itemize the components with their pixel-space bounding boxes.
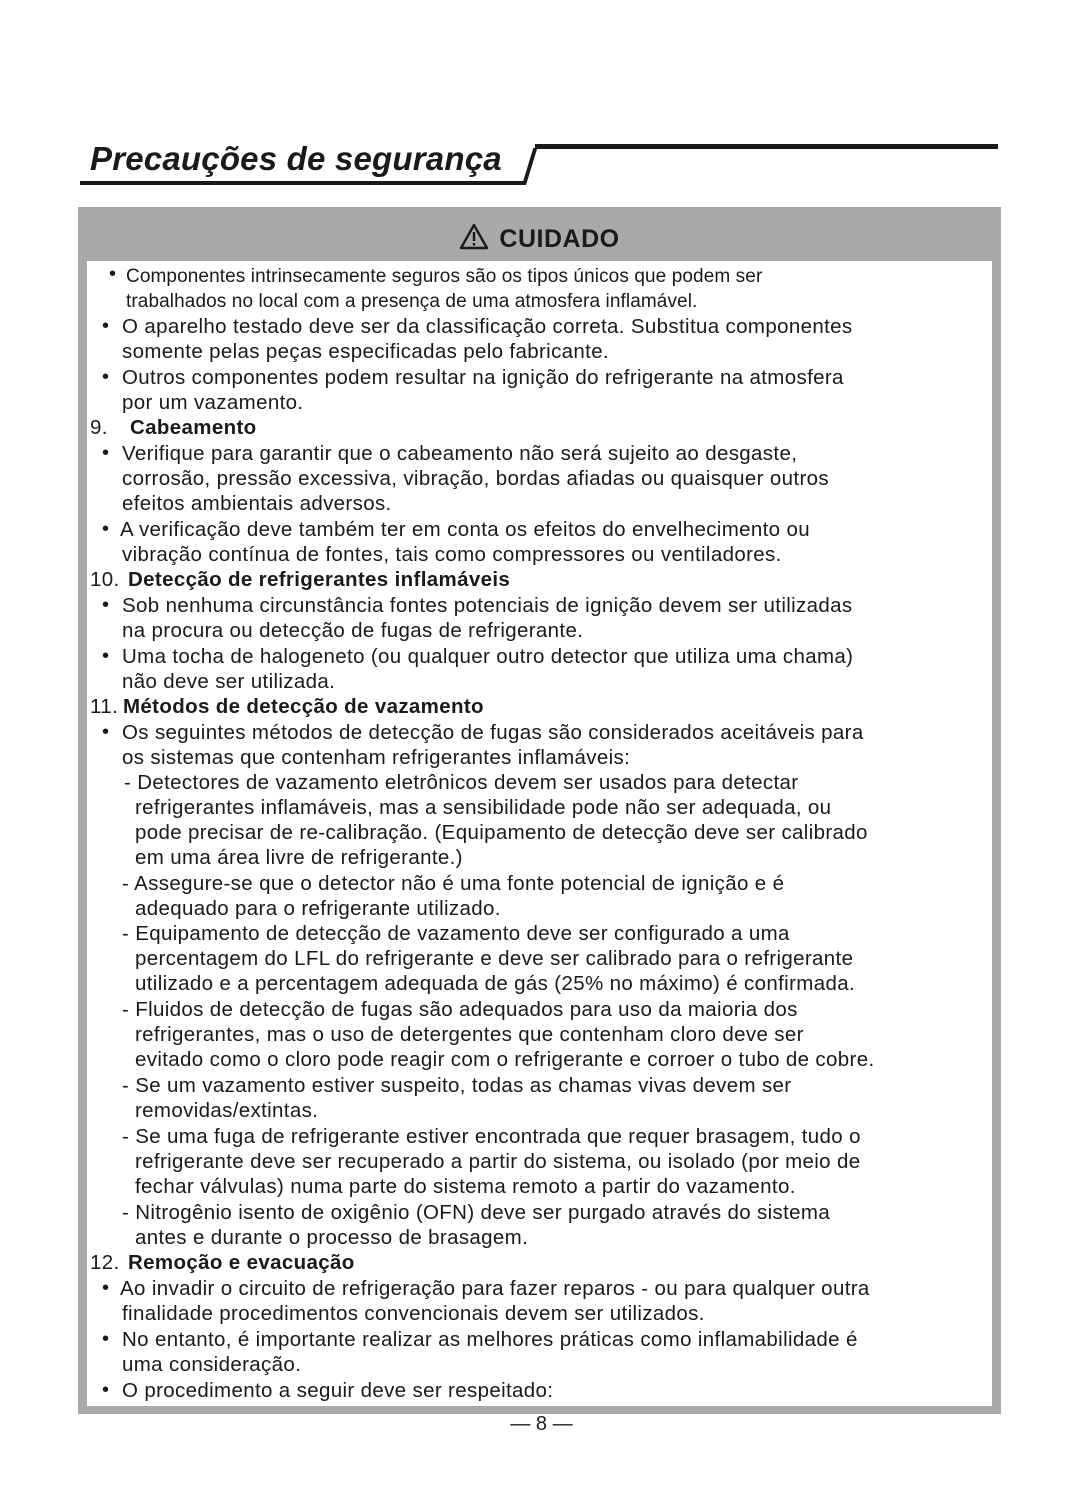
text-line: trabalhados no local com a presença de uma atmosfera inflamável. — [126, 291, 698, 312]
bullet-dot: • — [102, 366, 110, 388]
text-line: Uma tocha de halogeneto (ou qualquer outro detector que utiliza uma chama) — [122, 645, 854, 668]
text-line: O procedimento a seguir deve ser respeitado: — [122, 1379, 554, 1402]
section-title: Remoção e evacuação — [128, 1251, 355, 1274]
text-line: na procura ou detecção de fugas de refrigerante. — [122, 619, 584, 642]
bullet-dot: • — [102, 315, 110, 337]
text-line: fechar válvulas) numa parte do sistema remoto a partir do vazamento. — [135, 1175, 796, 1198]
text-line: Os seguintes métodos de detecção de fugas são considerados aceitáveis para — [122, 721, 864, 744]
text-line: somente pelas peças especificadas pelo fabricante. — [122, 340, 610, 363]
dash-item: - Equipamento de detecção de vazamento deve ser configurado a uma — [122, 922, 790, 945]
section-title: Métodos de detecção de vazamento — [123, 695, 484, 718]
text-line: utilizado e a percentagem adequada de gás (25% no máximo) é confirmada. — [135, 972, 855, 995]
text-line: em uma área livre de refrigerante.) — [135, 846, 463, 869]
page-number: — 8 — — [510, 1413, 573, 1435]
text-line: removidas/extintas. — [135, 1099, 319, 1122]
text-line: No entanto, é importante realizar as melhores práticas como inflamabilidade é — [122, 1328, 858, 1351]
text-line: adequado para o refrigerante utilizado. — [135, 897, 501, 920]
text-line: refrigerantes, mas o uso de detergentes que contenham cloro deve ser — [135, 1023, 804, 1046]
text-line: Componentes intrinsecamente seguros são os tipos únicos que podem ser — [126, 266, 763, 287]
caution-box — [78, 207, 1001, 1414]
text-line: evitado como o cloro pode reagir com o refrigerante e corroer o tubo de cobre. — [135, 1048, 875, 1071]
dash-item: - Assegure-se que o detector não é uma fonte potencial de ignição e é — [122, 872, 785, 895]
bullet-dot: • — [102, 1379, 110, 1401]
dash-item: - Detectores de vazamento eletrônicos devem ser usados para detectar — [124, 771, 799, 794]
header-rule-right — [535, 144, 998, 149]
bullet-dot: • — [102, 721, 110, 743]
dash-item: - Nitrogênio isento de oxigênio (OFN) deve ser purgado através do sistema — [122, 1201, 831, 1224]
section-number: 9. — [90, 416, 108, 439]
header-rule-slash — [522, 148, 537, 185]
caution-heading — [78, 223, 1001, 254]
text-line: antes e durante o processo de brasagem. — [135, 1226, 529, 1249]
section-title: Detecção de refrigerantes inflamáveis — [128, 568, 511, 591]
text-line: percentagem do LFL do refrigerante e deve ser calibrado para o refrigerante — [135, 947, 854, 970]
section-header — [80, 138, 998, 188]
text-line: corrosão, pressão excessiva, vibração, bordas afiadas ou quaisquer outros — [122, 467, 829, 490]
bullet-dot: • — [102, 518, 110, 540]
text-line: Verifique para garantir que o cabeamento não será sujeito ao desgaste, — [122, 442, 798, 465]
text-line: efeitos ambientais adversos. — [122, 492, 392, 515]
bullet-dot: • — [102, 1328, 110, 1350]
bullet-dot: • — [109, 263, 117, 285]
dash-item: - Fluidos de detecção de fugas são adequados para uso da maioria dos — [122, 998, 798, 1021]
warning-triangle-icon — [459, 223, 489, 250]
header-rule-left — [80, 181, 525, 185]
text-line: O aparelho testado deve ser da classificação correta. Substitua componentes — [122, 315, 853, 338]
bullet-dot: • — [102, 442, 110, 464]
dash-item: - Se uma fuga de refrigerante estiver encontrada que requer brasagem, tudo o — [122, 1125, 861, 1148]
text-line: finalidade procedimentos convencionais devem ser utilizados. — [122, 1302, 705, 1325]
section-title: Cabeamento — [130, 416, 257, 439]
text-line: Outros componentes podem resultar na ignição do refrigerante na atmosfera — [122, 366, 844, 389]
bullet-dot: • — [102, 645, 110, 667]
text-line: por um vazamento. — [122, 391, 304, 414]
section-number: 11. — [90, 695, 119, 718]
section-number: 10. — [90, 568, 120, 591]
text-line: A verificação deve também ter em conta os efeitos do envelhecimento ou — [120, 518, 810, 541]
caution-content — [87, 261, 992, 1406]
text-line: vibração contínua de fontes, tais como compressores ou ventiladores. — [122, 543, 782, 566]
bullet-dot: • — [102, 594, 110, 616]
text-line: pode precisar de re-calibração. (Equipamento de detecção deve ser calibrado — [135, 821, 868, 844]
section-number: 12. — [90, 1251, 120, 1274]
text-line: não deve ser utilizada. — [122, 670, 336, 693]
page-title: Precauções de segurança — [90, 140, 502, 177]
text-line: Ao invadir o circuito de refrigeração para fazer reparos - ou para qualquer outra — [120, 1277, 870, 1300]
text-line: os sistemas que contenham refrigerantes inflamáveis: — [122, 746, 631, 769]
bullet-dot: • — [102, 1277, 110, 1299]
text-line: uma consideração. — [122, 1353, 302, 1376]
caution-label: CUIDADO — [499, 225, 620, 253]
text-line: refrigerante deve ser recuperado a partir do sistema, ou isolado (por meio de — [135, 1150, 861, 1173]
text-line: Sob nenhuma circunstância fontes potenciais de ignição devem ser utilizadas — [122, 594, 853, 617]
text-line: refrigerantes inflamáveis, mas a sensibilidade pode não ser adequada, ou — [135, 796, 832, 819]
dash-item: - Se um vazamento estiver suspeito, todas as chamas vivas devem ser — [122, 1074, 792, 1097]
